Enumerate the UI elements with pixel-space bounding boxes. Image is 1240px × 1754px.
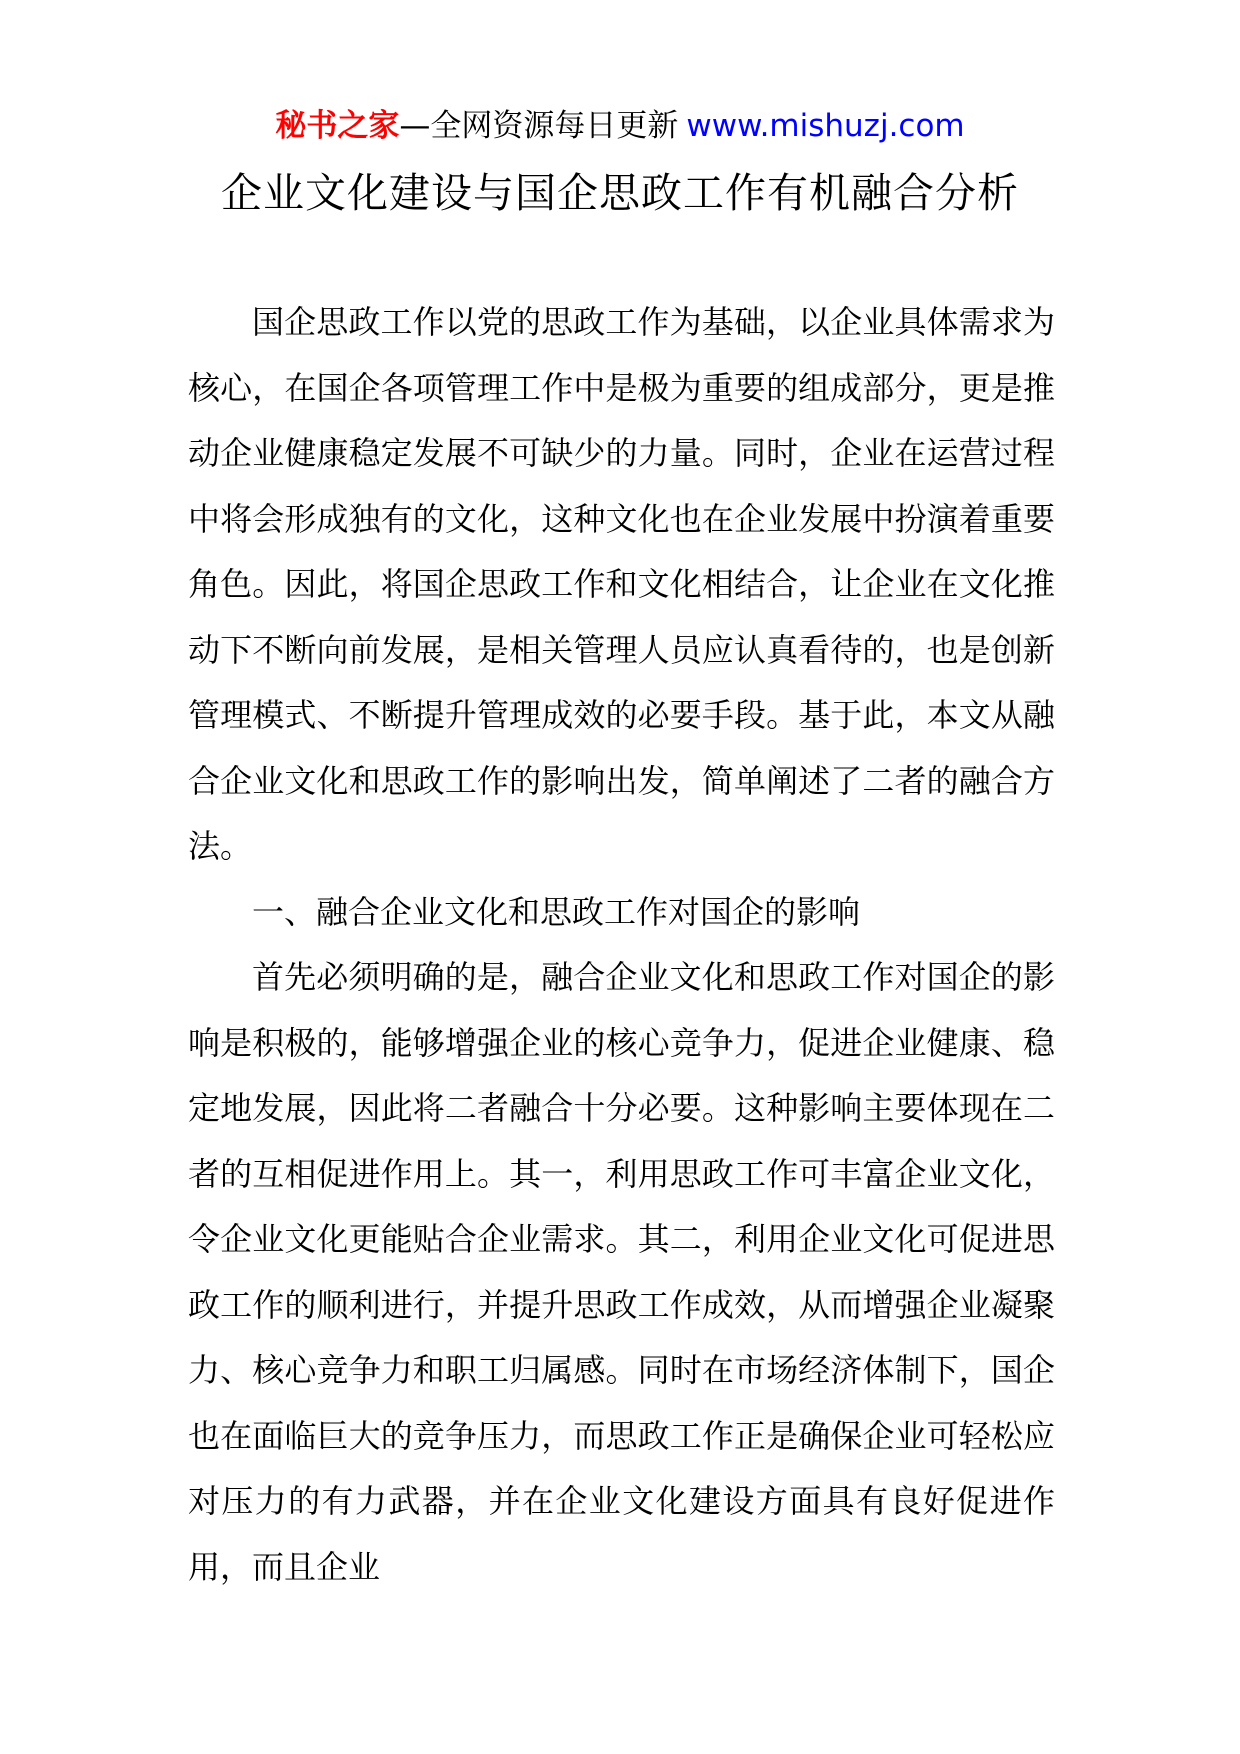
- site-brand: 秘书之家: [275, 108, 400, 144]
- section-heading-1: 一、融合企业文化和思政工作对国企的影响: [252, 892, 861, 931]
- document-title: 企业文化建设与国企思政工作有机融合分析: [221, 169, 1019, 217]
- document-body: [188, 290, 1055, 1600]
- body-paragraph-intro: 国企思政工作以党的思政工作为基础，以企业具体需求为核心，在国企各项管理工作中是极为重要的组成部分，更是推动企业健康稳定发展不可缺少的力量。同时，企业在运营过程中将会形成独有的文化，这种文化也在企业发展中扮演着重要角色。因此，将国企思政工作和文化相结合，让企业在文化推动下不断向前发展，是相关管理人员应认真看待的，也是创新管理模式、不断提升管理成效的必要手段。基于此，本文从融合企业文化和思政工作的影响出发，简单阐述了二者的融合方法。: [188, 303, 1055, 865]
- site-url-link[interactable]: www.mishuzj.com: [686, 108, 965, 144]
- site-header: [0, 104, 1240, 148]
- body-paragraph-section-1: 首先必须明确的是，融合企业文化和思政工作对国企的影响是积极的，能够增强企业的核心竞争力，促进企业健康、稳定地发展，因此将二者融合十分必要。这种影响主要体现在二者的互相促进作用上。其一，利用思政工作可丰富企业文化，令企业文化更能贴合企业需求。其二，利用企业文化可促进思政工作的顺利进行，并提升思政工作成效，从而增强企业凝聚力、核心竞争力和职工归属感。同时在市场经济体制下，国企也在面临巨大的竞争压力，而思政工作正是确保企业可轻松应对压力的有力武器，并在企业文化建设方面具有良好促进作用，而且企业: [188, 958, 1055, 1586]
- site-tagline: —全网资源每日更新: [399, 108, 679, 144]
